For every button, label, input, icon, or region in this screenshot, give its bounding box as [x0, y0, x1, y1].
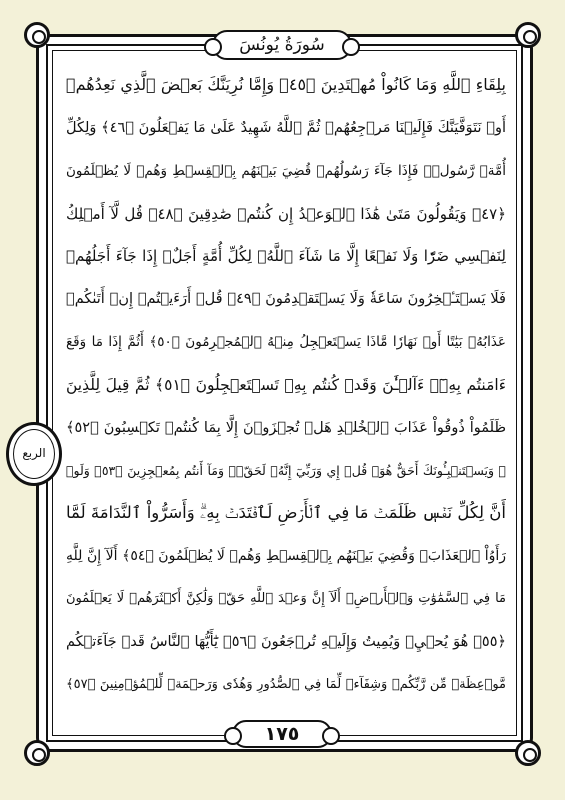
text-line: ﴿٤٧﴾ وَيَقُولُونَ مَتَىٰ هَٰذَا ٱلۡوَعۡدُ إِن كُنتُمۡ صَٰدِقِينَ ﴿٤٨﴾ قُل لَّآ أَمۡلِكُ: [66, 204, 506, 223]
header-knot-icon: [204, 38, 222, 56]
text-line: رَأَوُاْ ٱلۡعَذَابَۖ وَقُضِيَ بَيۡنَهُم بِٱلۡقِسۡطِ وَهُمۡ لَا يُظۡلَمُونَ ﴿٥٤﴾ أَلَآ إِنَّ لِلَّهِ: [66, 548, 506, 565]
surah-title: سُورَةُ يُونُسَ: [239, 35, 325, 55]
text-line: مَّوۡعِظَةٞ مِّن رَّبِّكُمۡ وَشِفَآءٞ لِّمَا فِي ٱلصُّدُورِ وَهُدٗى وَرَحۡمَةٞ لِّلۡمُؤۡمِنِينَ ﴿٥٧﴾: [66, 676, 506, 692]
text-line: لِنَفۡسِي ضَرّٗا وَلَا نَفۡعًا إِلَّا مَا شَآءَ ٱللَّهُۗ لِكُلِّ أُمَّةٍ أَجَلٌۚ إِذَا جَآءَ أَجَلُهُمۡ: [66, 247, 506, 266]
text-line: أَوۡ نَتَوَفَّيَنَّكَ فَإِلَيۡنَا مَرۡجِعُهُمۡ ثُمَّ ٱللَّهُ شَهِيدٌ عَلَىٰ مَا يَفۡعَلُونَ ﴿٤٦﴾ وَلِكُلِّ: [66, 119, 506, 136]
text-line: فَلَا يَسۡتَـٔۡخِرُونَ سَاعَةٗ وَلَا يَسۡتَقۡدِمُونَ ﴿٤٩﴾ قُلۡ أَرَءَيۡتُمۡ إِنۡ أَتَىٰكُمۡ: [66, 291, 506, 308]
corner-ornament-icon: [515, 740, 541, 766]
corner-ornament-icon: [24, 740, 50, 766]
text-line: ظَلَمُواْ ذُوقُواْ عَذَابَ ٱلۡخُلۡدِ هَلۡ تُجۡزَوۡنَ إِلَّا بِمَا كُنتُمۡ تَكۡسِبُونَ ﴿٥٢﴾: [66, 419, 506, 436]
text-line: عَذَابُهُۥ بَيَٰتًا أَوۡ نَهَارٗا مَّاذَا يَسۡتَعۡجِلُ مِنۡهُ ٱلۡمُجۡرِمُونَ ﴿٥٠﴾ أَثُمَّ إِذَا مَا وَقَعَ: [66, 334, 506, 351]
hizb-marker-text: الربع: [22, 446, 46, 461]
corner-ornament-icon: [515, 22, 541, 48]
text-line: أُمَّةٖ رَّسُولٞۖ فَإِذَا جَآءَ رَسُولُهُمۡ قُضِيَ بَيۡنَهُم بِٱلۡقِسۡطِ وَهُمۡ لَا يُظۡلَمُونَ: [66, 162, 506, 179]
text-line: ءَامَنتُم بِهِۦٓۚ ءَآلۡـَٰٔنَ وَقَدۡ كُنتُم بِهِۦ تَسۡتَعۡجِلُونَ ﴿٥١﴾ ثُمَّ قِيلَ لِلَّذِينَ: [66, 375, 506, 394]
page-number: ١٧٥: [264, 723, 300, 745]
text-line: ﴿٥٥﴾ هُوَ يُحۡيِۦ وَيُمِيتُ وَإِلَيۡهِ تُرۡجَعُونَ ﴿٥٦﴾ يَٰٓأَيُّهَا ٱلنَّاسُ قَدۡ جَآءَتۡكُم: [66, 633, 506, 650]
corner-ornament-icon: [24, 22, 50, 48]
page-number-cartouche: [232, 720, 332, 748]
hizb-medallion: [6, 422, 62, 486]
text-line: أَنَّ لِكُلِّ نَفۡسٖ ظَلَمَتۡ مَا فِي ٱلۡأَرۡضِ لَٱفۡتَدَتۡ بِهِۦۗ وَأَسَرُّواْ ٱلنَّدَامَةَ لَمَّا: [66, 503, 506, 523]
header-knot-icon: [342, 38, 360, 56]
text-line: بِلِقَاءِ ٱللَّهِ وَمَا كَانُواْ مُهۡتَدِينَ ﴿٤٥﴾ وَإِمَّا نُرِيَنَّكَ بَعۡضَ ٱلَّذِي نَعِدُهُمۡ: [66, 75, 506, 94]
footer-knot-icon: [224, 727, 242, 745]
quran-text: [66, 66, 506, 706]
text-line: مَا فِي ٱلسَّمَٰوَٰتِ وَٱلۡأَرۡضِۗ أَلَآ إِنَّ وَعۡدَ ٱللَّهِ حَقّٞ وَلَٰكِنَّ أَكۡثَرَهُمۡ لَا يَعۡلَمُونَ: [66, 591, 506, 607]
text-line: ۞ وَيَسۡتَنۢبِـُٔونَكَ أَحَقٌّ هُوَۖ قُلۡ إِي وَرَبِّيٓ إِنَّهُۥ لَحَقّٞۖ وَمَآ أَنتُم بِمُعۡجِزِينَ ﴿٥٣﴾ وَلَوۡ: [66, 462, 506, 478]
surah-header: [212, 30, 352, 60]
footer-knot-icon: [322, 727, 340, 745]
